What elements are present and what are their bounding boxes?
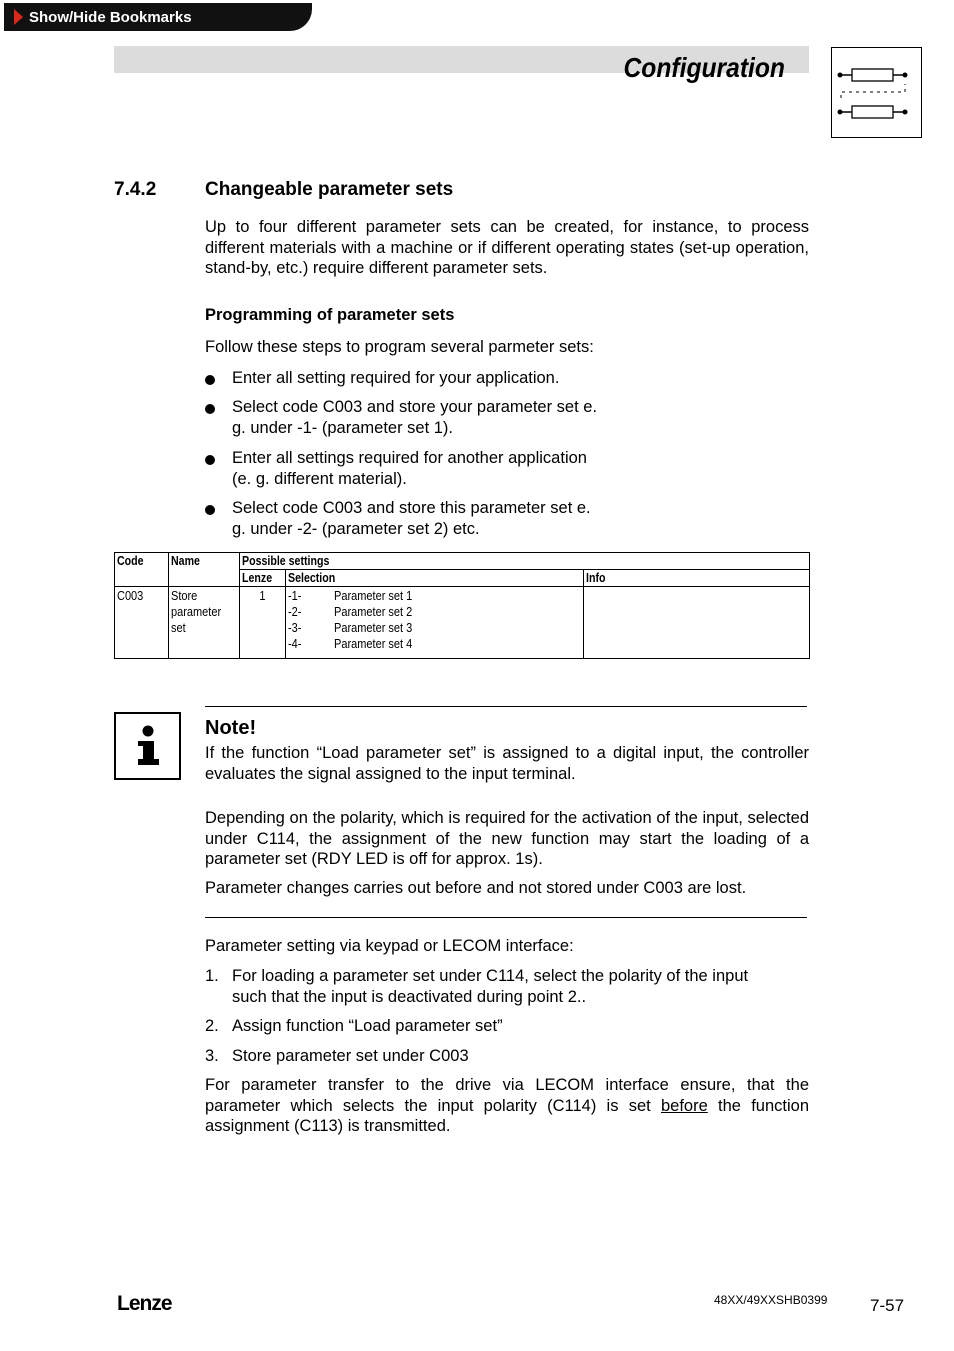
- step-number: 1.: [205, 967, 219, 985]
- list-item: [205, 1016, 809, 1037]
- header-name: Name: [168, 553, 239, 587]
- header-selection: Selection: [285, 570, 583, 587]
- parameter-table: [114, 552, 810, 659]
- header-code: Code: [115, 553, 169, 587]
- lenze-logo: Lenze: [117, 1292, 172, 1315]
- section-number: 7.4.2: [114, 179, 157, 200]
- bullet-text: Select code C003 and store your parameter set e. g. under -1- (parameter set 1).: [232, 398, 598, 437]
- table-row: [115, 587, 810, 659]
- bullet-icon: [205, 375, 215, 385]
- parameter-sets-icon: [831, 47, 922, 138]
- selection-item: -1- Parameter set 1: [287, 589, 413, 603]
- show-hide-bookmarks-button[interactable]: [4, 3, 312, 31]
- follow-text: Follow these steps to program several parmeter sets:: [205, 338, 594, 356]
- step-number: 2.: [205, 1017, 219, 1035]
- note-paragraph: Parameter changes carries out before and not stored under C003 are lost.: [205, 879, 747, 897]
- bullet-text: Enter all setting required for your application.: [232, 369, 560, 387]
- intro-paragraph: Up to four different parameter sets can be created, for instance, to process different materials with a machine or if different operating states (set-up operation, stand-by, etc.) require different parameter sets.: [205, 218, 809, 277]
- list-item: [205, 1046, 809, 1067]
- list-item: [205, 498, 605, 540]
- bookmarks-label: Show/Hide Bookmarks: [29, 8, 192, 26]
- list-item: [205, 368, 625, 389]
- cell-code: C003: [115, 587, 169, 659]
- selection-item: -2- Parameter set 2: [287, 605, 413, 619]
- transfer-paragraph: For parameter transfer to the drive via LECOM interface ensure, that the parameter which selects the input polarity (C114) is set before the function assignment (C113) is transmitted.: [205, 1076, 809, 1135]
- cell-selection: [285, 587, 583, 659]
- list-item: [205, 448, 605, 490]
- header-info: Info: [583, 570, 809, 587]
- note-paragraph: If the function “Load parameter set” is assigned to a digital input, the controller evaluates the signal assigned to the input terminal.: [205, 744, 809, 783]
- divider: [205, 917, 807, 918]
- keypad-intro: Parameter setting via keypad or LECOM interface:: [205, 937, 574, 955]
- step-text: Store parameter set under C003: [232, 1047, 469, 1065]
- selection-item: -4- Parameter set 4: [287, 637, 413, 651]
- note-paragraph: Depending on the polarity, which is required for the activation of the input, selected under C114, the assignment of the new function may start the loading of a parameter set (RDY LED is off for approx. 1s).: [205, 809, 809, 868]
- header-lenze: Lenze: [239, 570, 285, 587]
- section-title: Changeable parameter sets: [205, 179, 454, 200]
- step-text: Assign function “Load parameter set”: [232, 1017, 503, 1035]
- info-icon: [114, 712, 181, 780]
- cell-lenze: 1: [239, 587, 285, 659]
- step-number: 3.: [205, 1047, 219, 1065]
- list-item: [205, 966, 785, 1008]
- bullet-icon: [205, 404, 215, 414]
- list-item: [205, 397, 605, 439]
- bullet-text: Enter all settings required for another application (e. g. different material).: [232, 449, 587, 488]
- table-header-row: [115, 553, 810, 570]
- arrow-right-icon: [14, 9, 23, 25]
- emphasis-before: before: [660, 1096, 708, 1115]
- selection-item: -3- Parameter set 3: [287, 621, 413, 635]
- cell-name: Store parameter set: [168, 587, 239, 659]
- subheading: Programming of parameter sets: [205, 306, 455, 324]
- cell-info: [583, 587, 809, 659]
- bullet-icon: [205, 505, 215, 515]
- chapter-title: Configuration: [623, 52, 785, 83]
- bullet-text: Select code C003 and store this parameter set e. g. under -2- (parameter set 2) etc.: [232, 499, 591, 538]
- page-number: 7-57: [870, 1296, 905, 1315]
- document-number: 48XX/49XXSHB0399: [714, 1293, 828, 1307]
- bullet-icon: [205, 455, 215, 465]
- divider: [205, 706, 807, 707]
- header-possible-settings: Possible settings: [239, 553, 809, 570]
- step-text: For loading a parameter set under C114, select the polarity of the input such that the input is deactivated during point 2..: [232, 967, 749, 1006]
- note-heading: Note!: [205, 717, 257, 739]
